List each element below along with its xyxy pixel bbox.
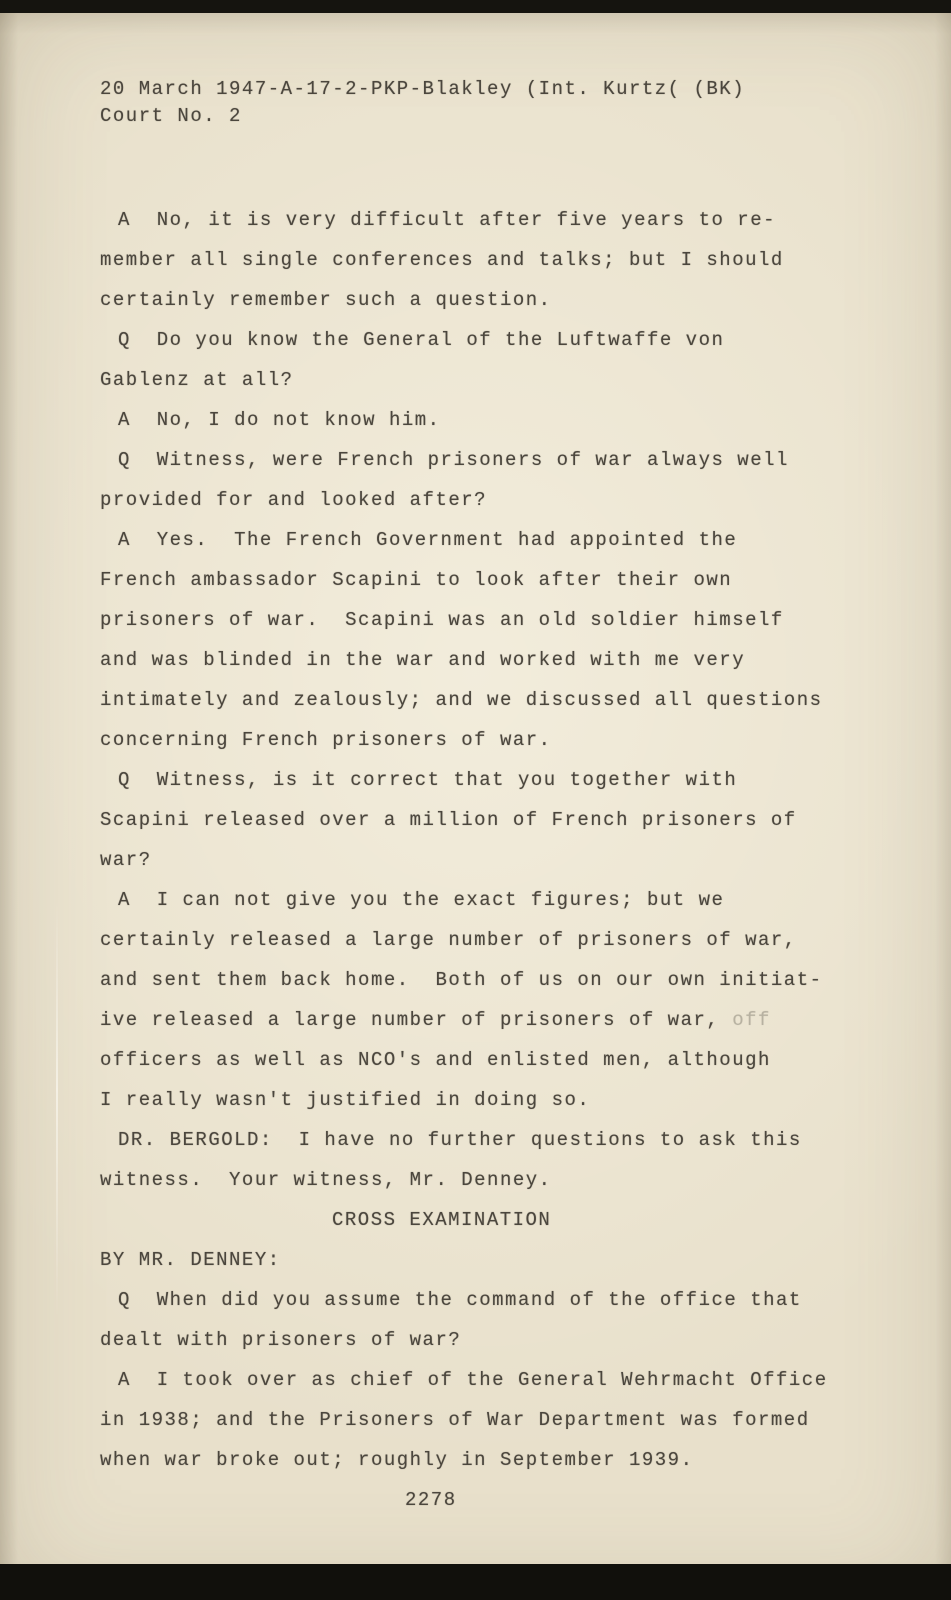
document-line-text: certainly released a large number of prisoners of war, — [100, 929, 797, 951]
header-line-1: 20 March 1947-A-17-2-PKP-Blakley (Int. Kurtz( (BK) — [100, 78, 746, 100]
scan-edge-bottom — [0, 1564, 951, 1600]
document-line-text: Scapini released over a million of French prisoners of — [100, 809, 797, 831]
document-line-text: member all single conferences and talks; but I should — [100, 249, 784, 271]
document-line-text: provided for and looked after? — [100, 489, 488, 511]
document-line-text: when war broke out; roughly in September 1939. — [100, 1449, 694, 1471]
document-line — [100, 480, 890, 520]
document-line-text: A I took over as chief of the General Wehrmacht Office — [118, 1369, 828, 1391]
document-line — [100, 200, 890, 240]
document-line-text: Q When did you assume the command of the office that — [118, 1289, 802, 1311]
document-line — [100, 1320, 890, 1360]
document-line — [100, 640, 890, 680]
document-line-text: in 1938; and the Prisoners of War Department was formed — [100, 1409, 810, 1431]
document-line — [100, 1280, 890, 1320]
document-line-text: dealt with prisoners of war? — [100, 1329, 462, 1351]
document-line-text: witness. Your witness, Mr. Denney. — [100, 1169, 552, 1191]
document-header — [100, 76, 745, 130]
document-line — [100, 280, 890, 320]
document-line — [100, 1120, 890, 1160]
document-line-text: war? — [100, 849, 152, 871]
document-line — [100, 760, 890, 800]
document-line — [100, 960, 890, 1000]
document-line-text: A No, it is very difficult after five years to re- — [118, 209, 776, 231]
document-line — [100, 440, 890, 480]
document-line-text: officers as well as NCO's and enlisted men, although — [100, 1049, 771, 1071]
document-line — [100, 800, 890, 840]
document-line-text: A No, I do not know him. — [118, 409, 441, 431]
document-line-text: BY MR. DENNEY: — [100, 1249, 281, 1271]
document-line-text: French ambassador Scapini to look after their own — [100, 569, 733, 591]
document-body — [100, 200, 890, 1520]
document-line — [100, 1400, 890, 1440]
document-line — [100, 360, 890, 400]
document-line — [100, 1000, 890, 1040]
document-line-text: and was blinded in the war and worked with me very — [100, 649, 746, 671]
document-line — [100, 680, 890, 720]
document-line — [100, 320, 890, 360]
document-line — [100, 920, 890, 960]
document-line — [100, 1040, 890, 1080]
document-line-text: Q Witness, were French prisoners of war always well — [118, 449, 789, 471]
document-line — [100, 400, 890, 440]
document-line-text: Gablenz at all? — [100, 369, 294, 391]
faded-text: off — [732, 1009, 771, 1031]
document-line — [100, 1440, 890, 1480]
document-line — [100, 1240, 890, 1280]
document-line-text: Q Do you know the General of the Luftwaffe von — [118, 329, 725, 351]
document-line-text: A I can not give you the exact figures; but we — [118, 889, 725, 911]
document-line — [100, 600, 890, 640]
document-line-text: ive released a large number of prisoners of war, — [100, 1009, 733, 1031]
document-line — [100, 1080, 890, 1120]
document-line — [100, 840, 890, 880]
document-line-text: A Yes. The French Government had appointed the — [118, 529, 738, 551]
document-line-text: DR. BERGOLD: I have no further questions to ask this — [118, 1129, 802, 1151]
document-line-text: Q Witness, is it correct that you together with — [118, 769, 738, 791]
scan-edge-top — [0, 0, 951, 13]
header-line-2: Court No. 2 — [100, 105, 242, 127]
document-line — [100, 1360, 890, 1400]
document-line-text: certainly remember such a question. — [100, 289, 552, 311]
document-line-text: concerning French prisoners of war. — [100, 729, 552, 751]
paper-crease — [56, 900, 58, 1320]
document-line — [100, 1200, 890, 1240]
document-line — [100, 720, 890, 760]
document-line-text: prisoners of war. Scapini was an old soldier himself — [100, 609, 784, 631]
document-line — [100, 240, 890, 280]
document-line — [100, 560, 890, 600]
document-line — [100, 1160, 890, 1200]
page-number: 2278 — [405, 1489, 457, 1511]
document-line-text: CROSS EXAMINATION — [332, 1209, 552, 1231]
document-line-text: intimately and zealously; and we discussed all questions — [100, 689, 823, 711]
document-line — [100, 880, 890, 920]
document-line — [100, 520, 890, 560]
document-line-text: and sent them back home. Both of us on our own initiat- — [100, 969, 823, 991]
document-line-text: I really wasn't justified in doing so. — [100, 1089, 591, 1111]
